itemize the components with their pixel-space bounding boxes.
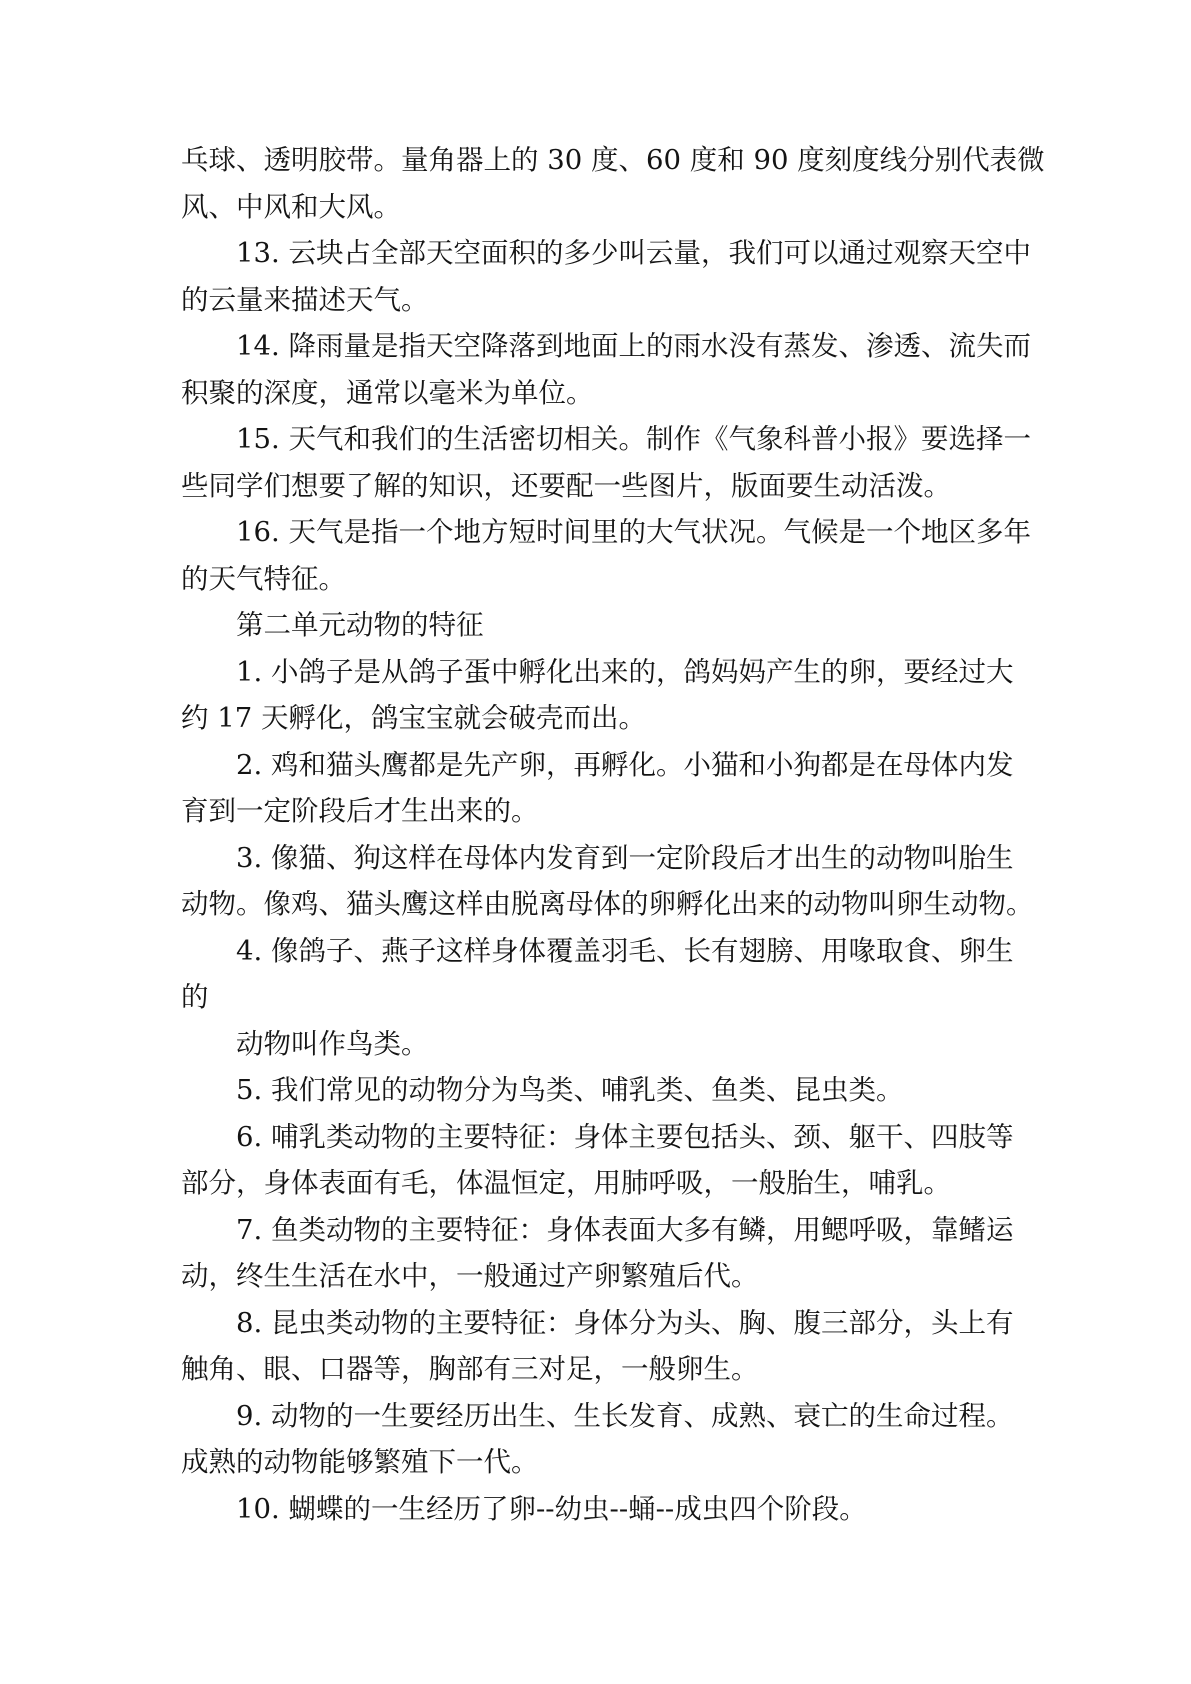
text-line: 部分，身体表面有毛，体温恒定，用肺呼吸，一般胎生，哺乳。 (181, 1167, 951, 1199)
text-line: 14. 降雨量是指天空降落到地面上的雨水没有蒸发、渗透、流失而 (236, 330, 1031, 362)
list-item-15 (181, 416, 1081, 509)
text-line: 6. 哺乳类动物的主要特征：身体主要包括头、颈、躯干、四肢等 (236, 1120, 1014, 1153)
list-item-10 (181, 1486, 1081, 1533)
list-item-13 (181, 230, 1081, 323)
text-line: 动物叫作鸟类。 (236, 1027, 429, 1060)
section-heading (181, 602, 1081, 649)
list-item-16 (181, 509, 1081, 602)
text-line: 10. 蝴蝶的一生经历了卵--幼虫--蛹--成虫四个阶段。 (236, 1492, 867, 1525)
list-item-14 (181, 323, 1081, 416)
text-line: 育到一定阶段后才生出来的。 (181, 795, 539, 827)
text-line: 动物。像鸡、猫头鹰这样由脱离母体的卵孵化出来的动物叫卵生动物。 (181, 888, 1034, 920)
text-line: 4. 像鸽子、燕子这样身体覆盖羽毛、长有翅膀、用喙取食、卵生 (236, 934, 1014, 967)
section-title: 第二单元动物的特征 (236, 609, 484, 641)
text-line: 7. 鱼类动物的主要特征：身体表面大多有鳞，用鳃呼吸，靠鳍运 (236, 1213, 1014, 1246)
list-item-6 (181, 1114, 1081, 1207)
text-line: 风、中风和大风。 (181, 190, 401, 223)
text-line: 16. 天气是指一个地方短时间里的大气状况。气候是一个地区多年 (236, 516, 1031, 548)
text-line: 3. 像猫、狗这样在母体内发育到一定阶段后才出生的动物叫胎生 (236, 841, 1014, 874)
list-item-8 (181, 1300, 1081, 1393)
list-item-9 (181, 1393, 1081, 1486)
text-line: 5. 我们常见的动物分为鸟类、哺乳类、鱼类、昆虫类。 (236, 1074, 904, 1106)
text-line: 动，终生生活在水中，一般通过产卵繁殖后代。 (181, 1260, 759, 1292)
text-line: 8. 昆虫类动物的主要特征：身体分为头、胸、腹三部分，头上有 (236, 1306, 1014, 1339)
text-line: 的天气特征。 (181, 562, 346, 595)
list-item-3 (181, 835, 1081, 928)
text-line: 的 (181, 981, 209, 1013)
list-item-5 (181, 1067, 1081, 1114)
text-line: 些同学们想要了解的知识，还要配一些图片，版面要生动活泼。 (181, 469, 951, 502)
text-line: 13. 云块占全部天空面积的多少叫云量，我们可以通过观察天空中 (236, 237, 1031, 269)
text-line: 乓球、透明胶带。量角器上的 30 度、60 度和 90 度刻度线分别代表微 (181, 144, 1045, 176)
text-line: 15. 天气和我们的生活密切相关。制作《气象科普小报》要选择一 (236, 423, 1031, 455)
document-body (181, 137, 1081, 1532)
text-line: 的云量来描述天气。 (181, 283, 429, 316)
list-item-1 (181, 649, 1081, 742)
text-line: 触角、眼、口器等，胸部有三对足，一般卵生。 (181, 1353, 759, 1385)
list-item-2 (181, 742, 1081, 835)
text-line: 约 17 天孵化，鸽宝宝就会破壳而出。 (181, 702, 646, 734)
list-item-4-continued (181, 1021, 1081, 1068)
text-line: 积聚的深度，通常以毫米为单位。 (181, 376, 594, 409)
list-item-4 (181, 928, 1081, 1021)
text-line: 1. 小鸽子是从鸽子蛋中孵化出来的，鸽妈妈产生的卵，要经过大 (236, 655, 1014, 688)
list-item-7 (181, 1207, 1081, 1300)
text-line: 成熟的动物能够繁殖下一代。 (181, 1446, 539, 1478)
text-line: 9. 动物的一生要经历出生、生长发育、成熟、衰亡的生命过程。 (236, 1399, 1014, 1432)
paragraph-continued (181, 137, 1081, 230)
text-line: 2. 鸡和猫头鹰都是先产卵，再孵化。小猫和小狗都是在母体内发 (236, 748, 1014, 781)
